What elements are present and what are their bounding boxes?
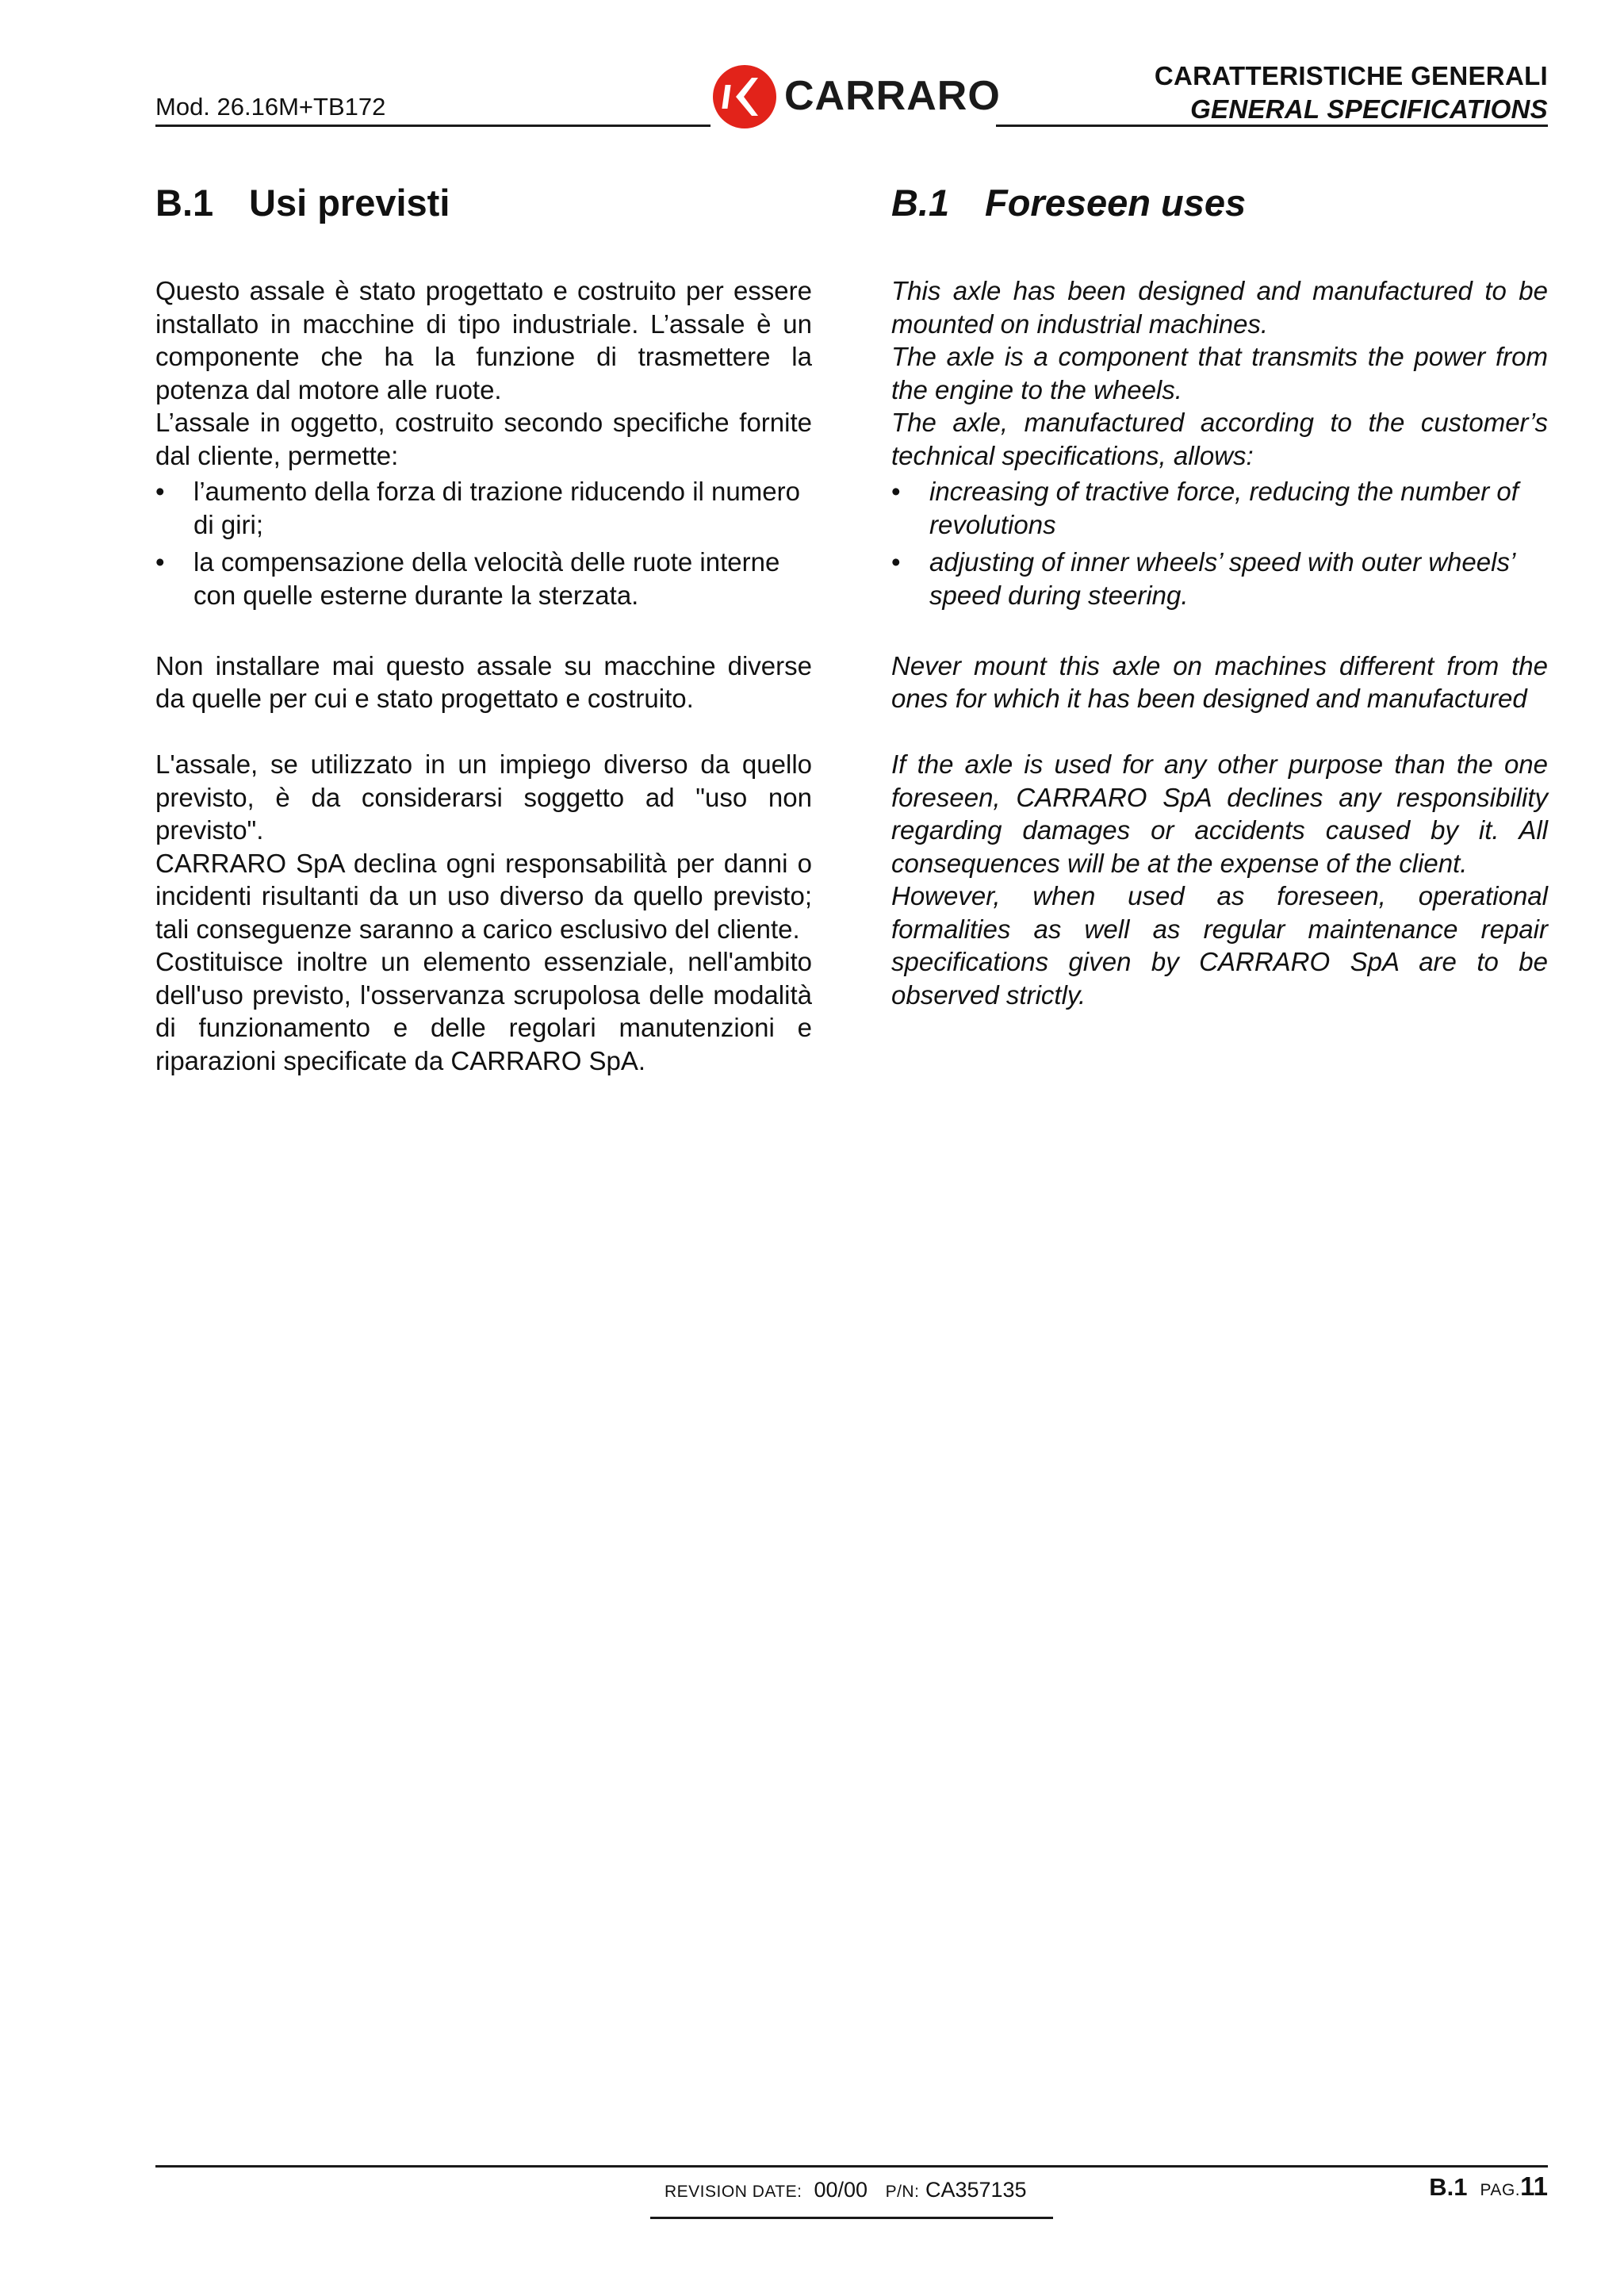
revision-date-label: REVISION DATE: — [665, 2183, 802, 2201]
italian-text-column — [155, 274, 812, 1077]
footer-section: B.1 — [1429, 2173, 1468, 2201]
page-number — [1429, 2171, 1548, 2208]
carraro-emblem-icon — [713, 65, 776, 128]
paragraph: However, when used as foreseen, operational formalities as well as regular maintenance repair specifications given by CARRARO SpA are to be observed strictly. — [891, 881, 1548, 1010]
header-title-english: GENERAL SPECIFICATIONS — [1190, 94, 1548, 124]
section-title: Usi previsti — [249, 182, 450, 224]
list-item: • adjusting of inner wheels’ speed with outer wheels’ speed during steering. — [891, 547, 1515, 610]
bullet-icon: • — [891, 477, 901, 506]
paragraph: Non installare mai questo assale su macchine diverse da quelle per cui e stato progettato e costruito. — [155, 650, 812, 713]
paragraph: The axle is a component that transmits the power from the engine to the wheels. — [891, 342, 1548, 404]
page-label: PAG. — [1480, 2181, 1521, 2199]
paragraph: This axle has been designed and manufactured to be mounted on industrial machines. — [891, 276, 1548, 339]
paragraph: Questo assale è stato progettato e costruito per essere installato in macchine di tipo industriale. L’assale è un componente che ha la funzione di trasmettere la potenza dal motore alle ruote. — [155, 276, 812, 404]
paragraph: If the axle is used for any other purpose than the one foreseen, CARRARO SpA declines any responsibility regarding damages or accidents caused by it. All consequences will be at the expense of the client. — [891, 749, 1548, 878]
paragraph: The axle, manufactured according to the customer’s technical specifications, allows: — [891, 408, 1548, 470]
section-heading-english — [891, 179, 1246, 227]
header-rule-left — [155, 125, 710, 127]
english-text-column — [891, 274, 1548, 1011]
bullet-icon: • — [155, 547, 165, 577]
bullet-icon: • — [891, 547, 901, 577]
header-rule-right — [996, 125, 1548, 127]
section-number: B.1 — [891, 182, 950, 224]
page-number-value: 11 — [1520, 2171, 1548, 2201]
logo-wordmark: CARRARO — [784, 73, 1001, 119]
list-item: • increasing of tractive force, reducing the number of revolutions — [891, 477, 1519, 539]
section-number: B.1 — [155, 182, 214, 224]
paragraph: L’assale in oggetto, costruito secondo specifiche fornite dal cliente, permette: — [155, 408, 812, 470]
section-title: Foreseen uses — [985, 182, 1247, 224]
footer-rule-short — [650, 2217, 1053, 2219]
bullet-list — [891, 475, 1548, 611]
revision-info — [665, 2176, 1027, 2206]
paragraph: Costituisce inoltre un elemento essenziale, nell'ambito dell'uso previsto, l'osservanza scrupolosa delle modalità di funzionamento e delle regolari manutenzioni e riparazioni specificate da CARRARO SpA. — [155, 947, 812, 1075]
paragraph: CARRARO SpA declina ogni responsabilità per danni o incidenti risultanti da un uso diverso da quello previsto; tali conseguenze saranno a carico esclusivo del cliente. — [155, 848, 812, 944]
footer-rule — [155, 2165, 1548, 2168]
list-item: • la compensazione della velocità delle ruote interne con quelle esterne durante la sterzata. — [155, 547, 780, 610]
list-item: • l’aumento della forza di trazione riducendo il numero di giri; — [155, 477, 800, 539]
header-title-italian: CARATTERISTICHE GENERALI — [1154, 61, 1548, 90]
carraro-logo — [708, 60, 1002, 133]
part-number-value: CA357135 — [925, 2178, 1027, 2202]
paragraph: Never mount this axle on machines different from the ones for which it has been designed and manufactured — [891, 650, 1548, 713]
paragraph: L'assale, se utilizzato in un impiego diverso da quello previsto, è da considerarsi soggetto ad "uso non previsto". — [155, 749, 812, 845]
revision-date-value: 00/00 — [814, 2178, 868, 2202]
part-number-label: P/N: — [885, 2183, 920, 2201]
bullet-icon: • — [155, 477, 165, 506]
model-label: Mod. 26.16M+TB172 — [155, 93, 386, 121]
bullet-list — [155, 475, 812, 611]
section-heading-italian — [155, 179, 450, 227]
